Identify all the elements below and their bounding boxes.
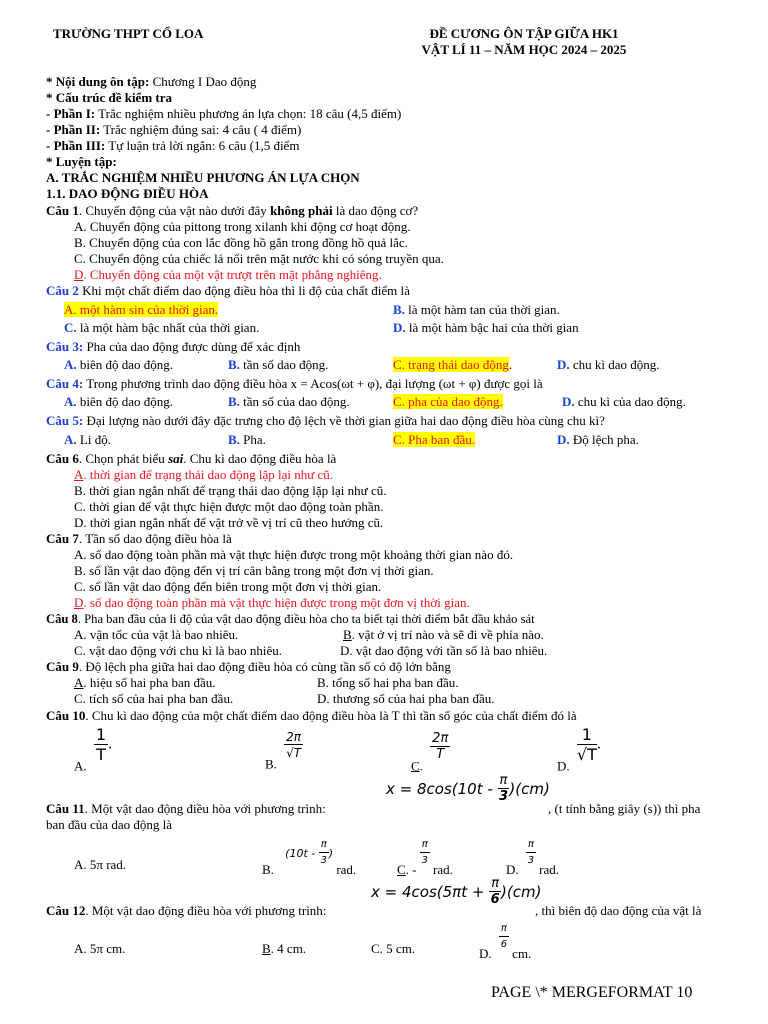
q4-option-b: B. tần số của dao động.: [228, 394, 350, 409]
q11-option-c: C. - $\frac{\pi}{3}$ rad.: [397, 839, 453, 877]
q10-option-b: B. $\frac{2\pi}{√T}$: [265, 730, 302, 772]
q2-option-a: A. một hàm sin của thời gian.: [64, 302, 219, 317]
q4-option-a: A. biên độ dao động.: [64, 394, 174, 409]
q8-option-c: C. vật dao động với chu kì là bao nhiêu.: [74, 643, 282, 658]
section-a-heading: A. TRẮC NGHIỆM NHIỀU PHƯƠNG ÁN LỰA CHỌN: [46, 170, 360, 185]
q9-option-b: B. tổng số hai pha ban đầu.: [317, 675, 459, 690]
question-9: Câu 9. Độ lệch pha giữa hai dao động điều hòa có cùng tần số có độ lớn bằng: [46, 659, 451, 674]
q11-text-continued: , (t tính bằng giây (s)) thì pha: [548, 801, 701, 816]
q11-text-line-2: ban đầu của dao động là: [46, 817, 172, 832]
q5-option-b: B. Pha.: [228, 432, 266, 447]
review-content: * Nội dung ôn tập: Chương I Dao động: [46, 74, 257, 89]
q5-option-a: A. Li độ.: [64, 432, 111, 447]
part-3: - Phần III: Tự luận trả lời ngắn: 6 câu (1,5 điểm: [46, 138, 300, 153]
q2-option-c: C. là một hàm bậc nhất của thời gian.: [64, 320, 260, 335]
q6-option-c: C. thời gian để vật thực hiện được một dao động toàn phần.: [74, 499, 384, 514]
title-line-2: VẬT LÍ 11 – NĂM HỌC 2024 – 2025: [421, 42, 627, 57]
q12-option-b: B. 4 cm.: [262, 941, 307, 956]
q12-equation: x = 4cos(5πt + $\frac{\pi}{6}$ )(cm): [371, 876, 542, 907]
part-2: - Phần II: Trắc nghiệm đúng sai: 4 câu ( 4 điểm): [46, 122, 302, 137]
question-7: Câu 7. Tần số dao động điều hòa là: [46, 531, 232, 546]
q6-option-b: B. thời gian ngắn nhất để trạng thái dao động lặp lại như cũ.: [74, 483, 387, 498]
q2-option-b: B. là một hàm tan của thời gian.: [393, 302, 560, 317]
question-6: Câu 6. Chọn phát biểu sai. Chu kì dao động điều hòa là: [46, 451, 337, 466]
q12-option-c: C. 5 cm.: [371, 941, 416, 956]
q4-option-d: D. chu kì của dao động.: [562, 394, 686, 409]
question-11: Câu 11. Một vật dao động điều hòa với phương trình:: [46, 801, 326, 816]
question-3: Câu 3: Pha của dao động được dùng để xác định: [46, 339, 301, 354]
q3-option-b: B. tần số dao động.: [228, 357, 329, 372]
q5-option-d: D. Độ lệch pha.: [557, 432, 639, 447]
question-4: Câu 4: Trong phương trình dao động điều hòa x = Acos(ωt + φ), đại lượng (ωt + φ) được gọi là: [46, 376, 543, 391]
q3-option-c: C. trạng thái dao động.: [393, 357, 513, 372]
q1-option-c: C. Chuyển động của chiếc lá nổi trên mặt nước khi có sóng truyền qua.: [74, 251, 444, 266]
q7-option-c: C. số lần vật dao động đến biên trong một đơn vị thời gian.: [74, 579, 382, 594]
q11-equation: x = 8cos(10t - $\frac{\pi}{3}$ )(cm): [386, 773, 550, 804]
q11-option-b: B. (10t - $\frac{\pi}{3}$ ) rad.: [262, 839, 357, 877]
q8-option-b: B. vật ở vị trí nào và sẽ đi về phía nào.: [343, 627, 544, 642]
q12-option-a: A. 5π cm.: [74, 941, 126, 956]
question-5: Câu 5: Đại lượng nào dưới đây đặc trưng cho độ lệch về thời gian giữa hai dao động điều hòa cùng chu kì?: [46, 413, 605, 428]
q7-option-b: B. số lần vật dao động đến vị trí cân bằng trong một đơn vị thời gian.: [74, 563, 434, 578]
exam-structure: * Cấu trúc đề kiểm tra: [46, 90, 173, 105]
question-1: Câu 1. Chuyển động của vật nào dưới đây không phải là dao động cơ?: [46, 203, 419, 218]
question-2: Câu 2 Khi một chất điểm dao động điều hòa thì li độ của chất điểm là: [46, 283, 410, 298]
q10-option-c: C. $\frac{2\pi}{T}$: [411, 731, 449, 774]
q4-option-c: C. pha của dao động.: [393, 394, 503, 409]
q6-option-d: D. thời gian ngắn nhất để vật trở về vị trí cũ theo hướng cũ.: [74, 515, 384, 530]
page-footer: PAGE \* MERGEFORMAT 10: [491, 984, 693, 1001]
q12-option-d: D. $\frac{\pi}{6}$ cm.: [479, 923, 532, 961]
q9-option-a: A. hiệu số hai pha ban đầu.: [74, 675, 216, 690]
q5-option-c: C. Pha ban đầu.: [393, 432, 475, 447]
q7-option-d: D. số dao động toàn phần mà vật thực hiện được trong một đơn vị thời gian.: [74, 595, 470, 610]
practice-heading: * Luyện tập:: [46, 154, 117, 169]
q12-text-continued: , thì biên độ dao động của vật là: [535, 903, 702, 918]
q8-option-d: D. vật dao động với tần số là bao nhiêu.: [340, 643, 548, 658]
q3-option-a: A. biên độ dao động.: [64, 357, 174, 372]
q9-option-c: C. tích số của hai pha ban đầu.: [74, 691, 234, 706]
question-12: Câu 12. Một vật dao động điều hòa với phương trình:: [46, 903, 327, 918]
q2-option-d: D. là một hàm bậc hai của thời gian: [393, 320, 579, 335]
q8-option-a: A. vận tốc của vật là bao nhiêu.: [74, 627, 239, 642]
q11-option-a: A. 5π rad.: [74, 857, 127, 872]
document-title: [395, 26, 653, 58]
q1-option-d: D. Chuyển động của một vật trượt trên mặt phẳng nghiêng.: [74, 267, 382, 282]
school-name: TRƯỜNG THPT CỔ LOA: [53, 26, 204, 41]
part-1: - Phần I: Trắc nghiệm nhiều phương án lựa chọn: 18 câu (4,5 điểm): [46, 106, 402, 121]
q1-option-b: B. Chuyển động của con lắc đồng hồ gắn trong đồng hồ quả lắc.: [74, 235, 408, 250]
section-1-1-heading: 1.1. DAO ĐỘNG ĐIỀU HÒA: [46, 186, 209, 201]
q6-option-a: A. thời gian để trạng thái dao động lặp lại như cũ.: [74, 467, 334, 482]
q7-option-a: A. số dao động toàn phần mà vật thực hiện được trong một khoảng thời gian nào đó.: [74, 547, 514, 562]
q9-option-d: D. thương số của hai pha ban đầu.: [317, 691, 495, 706]
q3-option-d: D. chu kì dao động.: [557, 357, 660, 372]
q10-option-a: A. $\frac{1}{T}$ .: [74, 725, 113, 774]
q11-option-d: D. $\frac{\pi}{3}$ rad.: [506, 839, 560, 877]
title-line-1: ĐỀ CƯƠNG ÔN TẬP GIỮA HK1: [429, 26, 619, 41]
q1-option-a: A. Chuyển động của pittong trong xilanh khi động cơ hoạt động.: [74, 219, 411, 234]
question-10: Câu 10. Chu kì dao động của một chất điểm dao động điều hòa là T thì tần số góc của chất điểm đó là: [46, 708, 577, 723]
question-8: Câu 8. Pha ban đầu của li độ của vật dao động điều hòa cho ta biết tại thời điểm bắt đầu khảo sát: [46, 612, 535, 626]
q10-option-d: D. $\frac{1}{√T}$ .: [557, 725, 601, 774]
